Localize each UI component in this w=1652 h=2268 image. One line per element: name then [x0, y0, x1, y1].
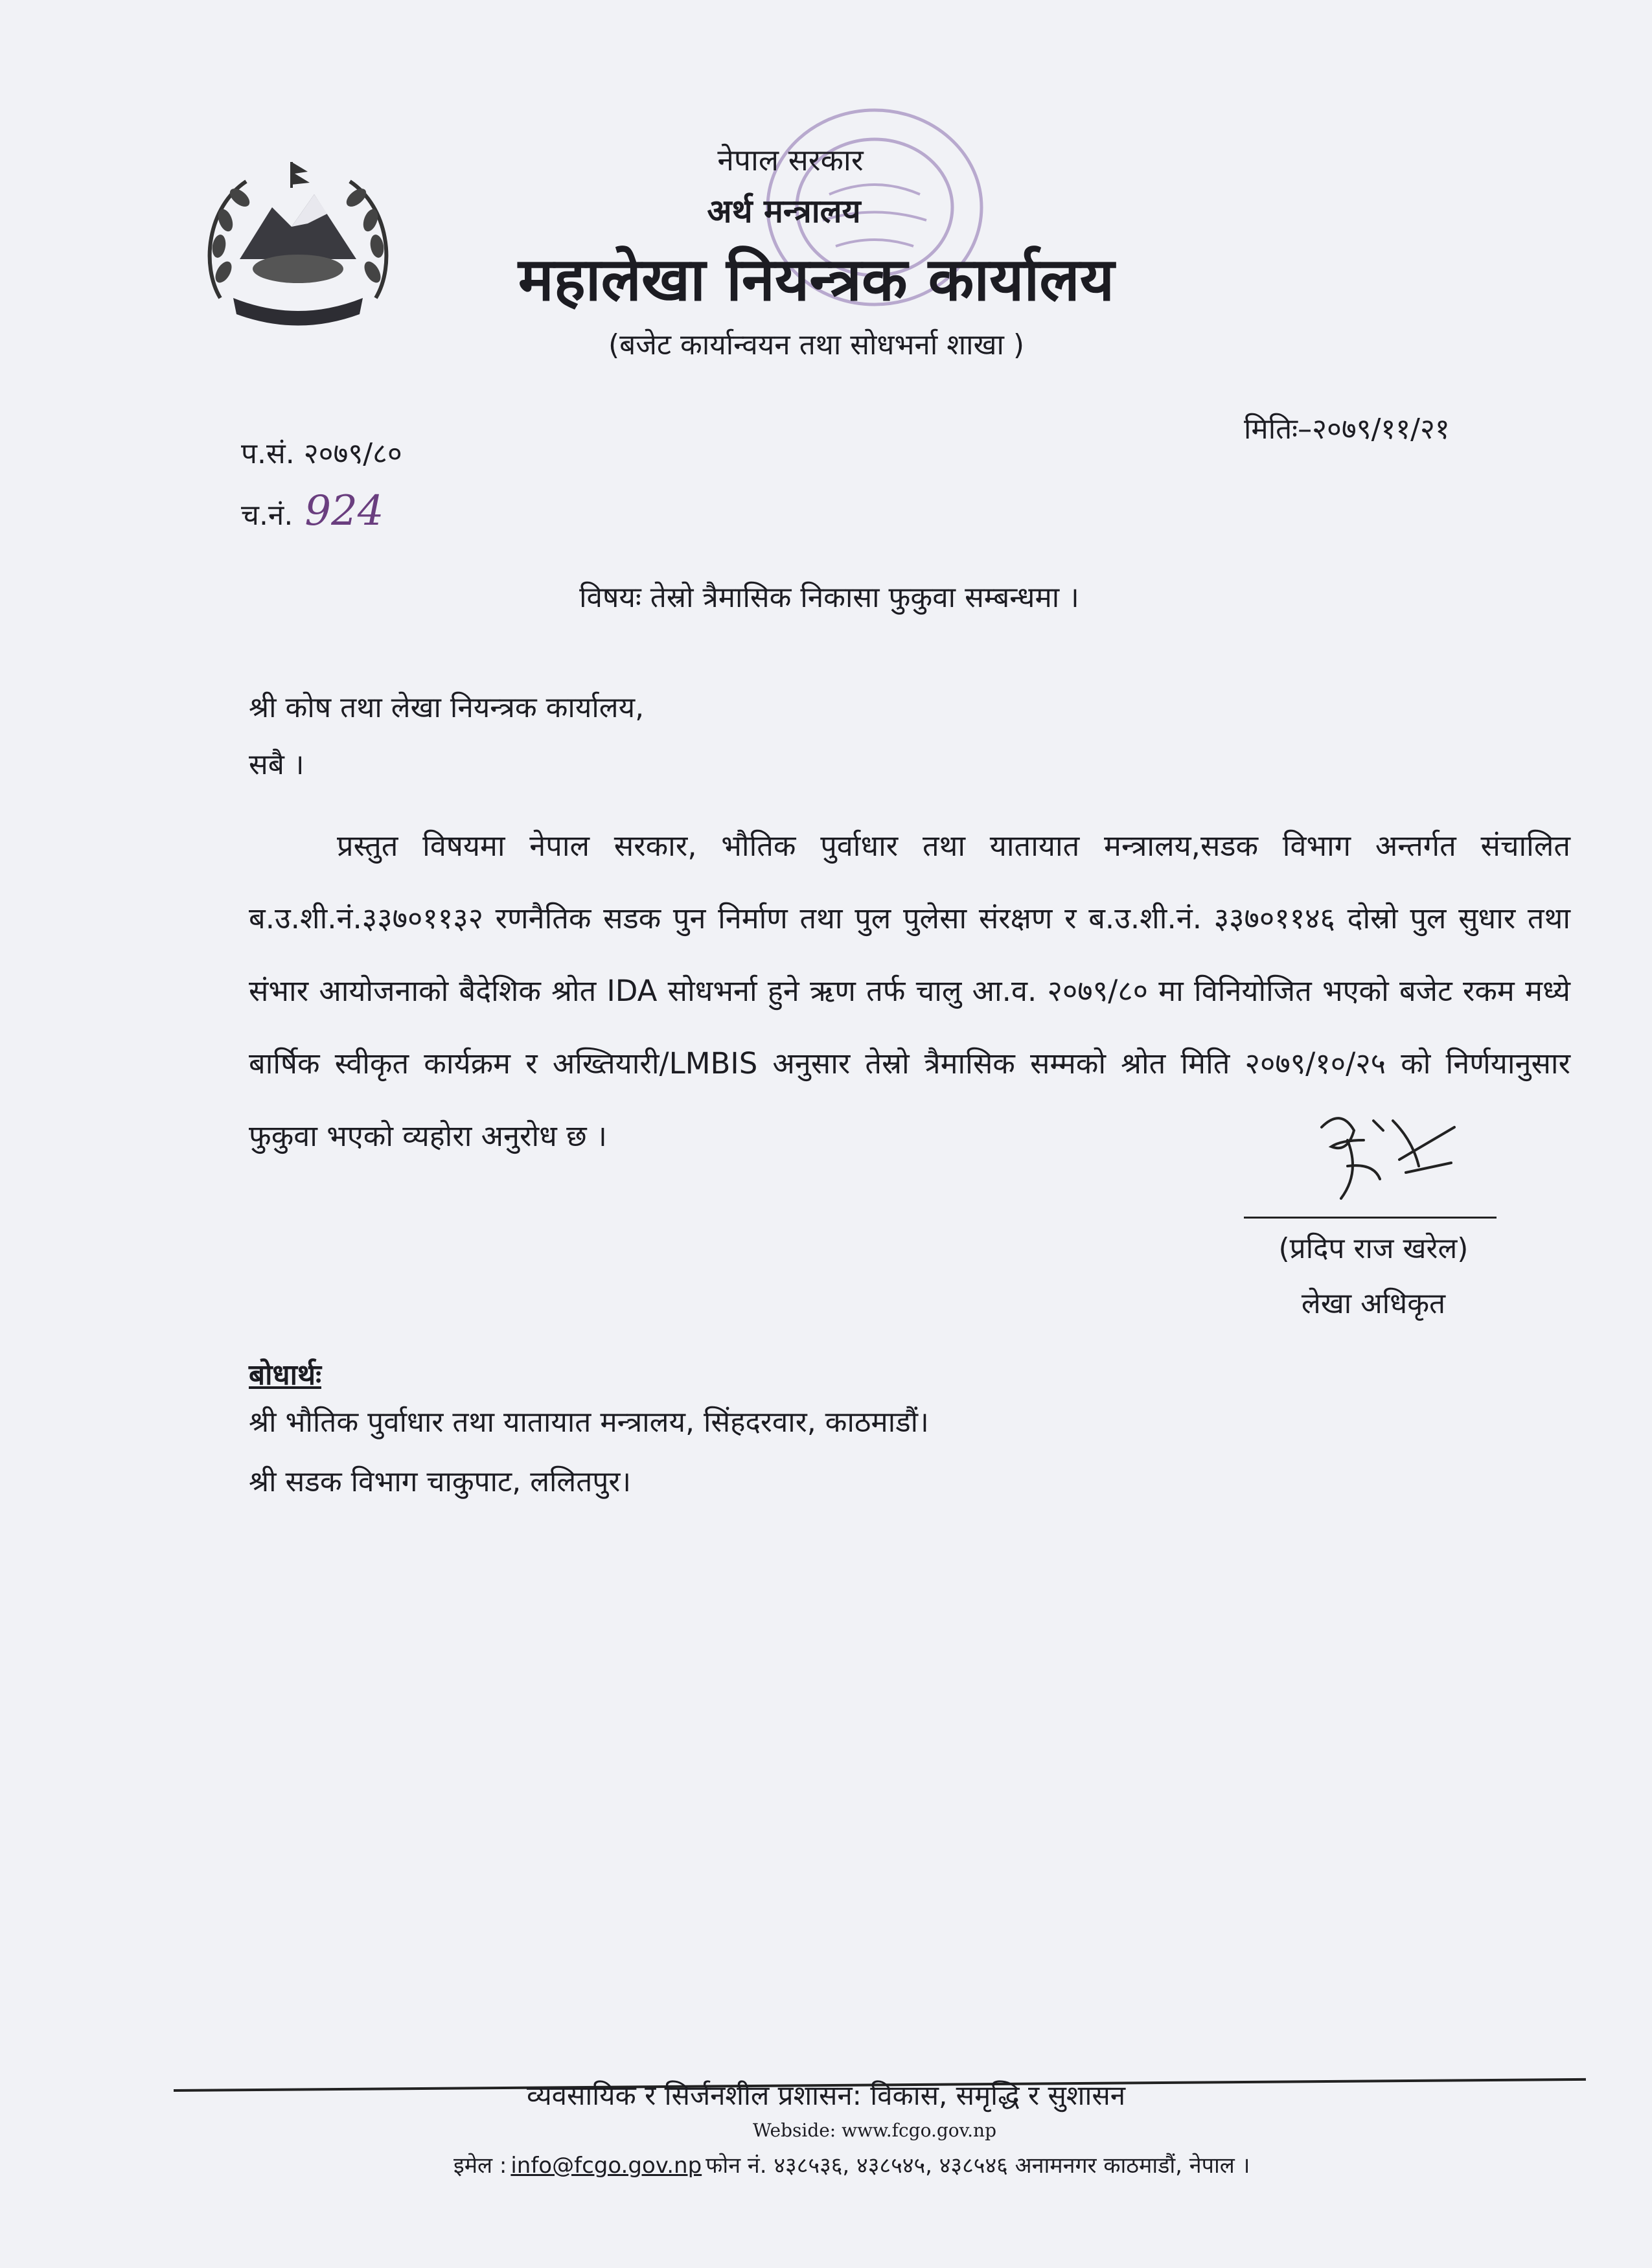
nepal-emblem-icon [194, 149, 402, 337]
header-office-title: महालेखा नियन्त्रक कार्यालय [518, 245, 1115, 314]
footer-website: Webside: www.fcgo.gov.np [753, 2120, 996, 2141]
letter-subject: विषयः तेस्रो त्रैमासिक निकासा फुकुवा सम्बन्धमा । [579, 581, 1079, 614]
email-label: इमेल : [453, 2153, 507, 2179]
cc-item: श्री भौतिक पुर्वाधार तथा यातायात मन्त्रालय, सिंहदरवार, काठमाडौं। [249, 1406, 929, 1439]
letter-date: मितिः–२०७९/११/२१ [1244, 413, 1450, 446]
recipient-line-2: सबै । [249, 748, 304, 781]
signatory-designation: लेखा अधिकृत [1301, 1287, 1446, 1320]
signature-line [1244, 1217, 1497, 1219]
footer-contact [453, 2149, 1490, 2179]
header-branch: (बजेट कार्यान्वयन तथा सोधभर्ना शाखा ) [608, 328, 1025, 361]
reference-number: प.सं. २०७९/८० [241, 437, 402, 470]
recipient-line-1: श्री कोष तथा लेखा नियन्त्रक कार्यालय, [249, 691, 645, 724]
letter-body: प्रस्तुत विषयमा नेपाल सरकार, भौतिक पुर्वाधार तथा यातायात मन्त्रालय,सडक विभाग अन्तर्गत संचालित ब.उ.शी.नं.३३७०११३२ रणनैतिक सडक पुन निर्माण तथा पुल पुलेसा संरक्षण र ब.उ.शी.नं. ३३७०११४६ दोस्रो पुल सुधार तथा संभार आयोजनाको बैदेशिक श्रोत IDA सोधभर्ना हुने ऋण तर्फ चालु आ.व. २०७९/८० मा विनियोजित भएको बजेट रकम मध्ये बार्षिक स्वीकृत कार्यक्रम र अख्तियारी/LMBIS अनुसार तेस्रो त्रैमासिक सम्मको श्रोत मिति २०७९/१०/२५ को निर्णयानुसार फुकुवा भएको व्यहोरा अनुरोध छ । [249, 829, 1570, 1153]
phone-address: फोन नं. ४३८५३६, ४३८५४५, ४३८५४६ अनामनगर काठमाडौं, नेपाल । [706, 2153, 1250, 2179]
dispatch-number-handwritten: 924 [304, 487, 384, 535]
handwritten-signature-icon [1302, 1101, 1464, 1218]
header-government: नेपाल सरकार [717, 143, 864, 178]
header-ministry: अर्थ मन्त्रालय [707, 192, 861, 230]
dispatch-label: च.नं. [241, 499, 293, 532]
footer-motto: व्यवसायिक र सिर्जनशील प्रशासन: विकास, समृद्धि र सुशासन [526, 2079, 1126, 2111]
signatory-name: (प्रदिप राज खरेल) [1278, 1232, 1469, 1265]
cc-item: श्री सडक विभाग चाकुपाट, ललितपुर। [249, 1465, 632, 1498]
cc-title: बोधार्थः [249, 1358, 321, 1392]
dispatch-number-row [241, 487, 384, 535]
email-link[interactable]: info@fcgo.gov.np [511, 2153, 702, 2179]
